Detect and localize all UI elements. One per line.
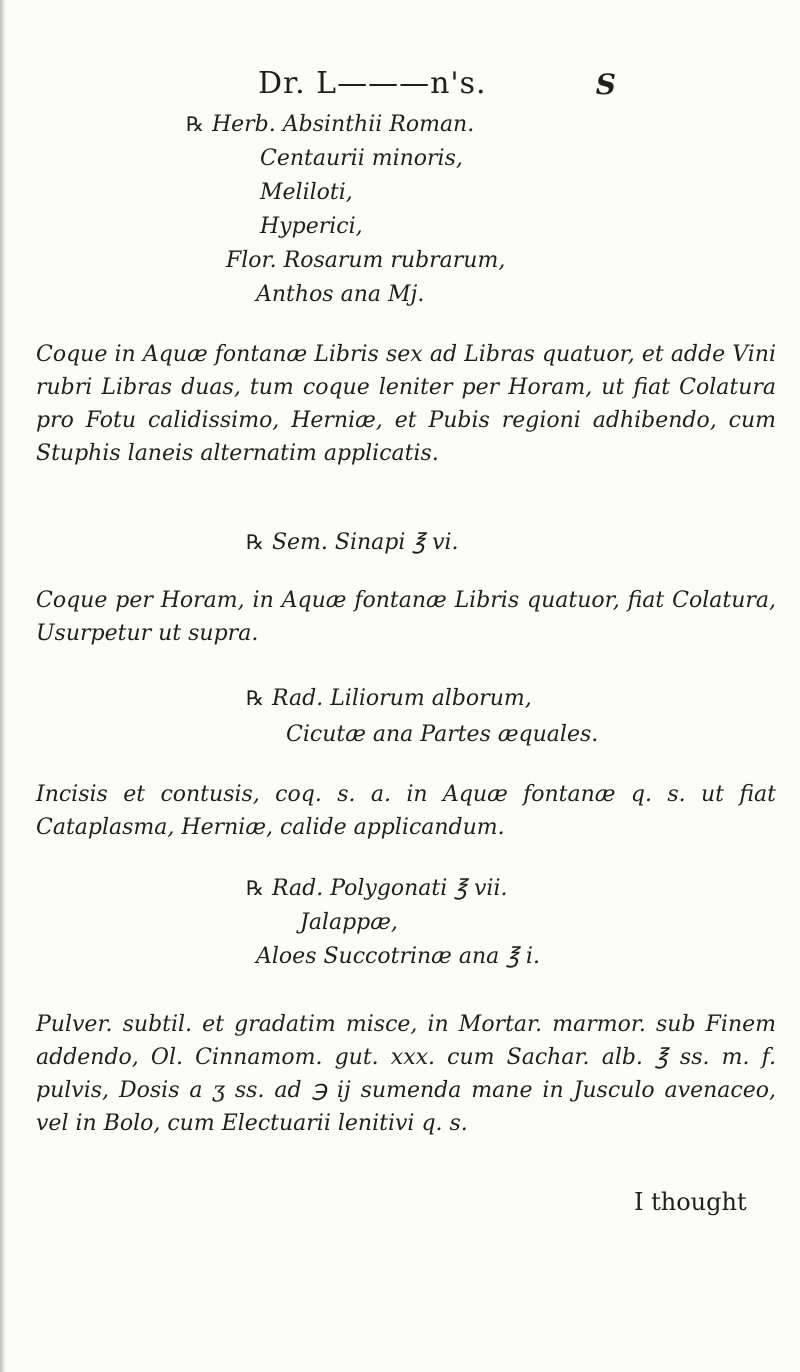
catchword: I thought xyxy=(634,1188,747,1216)
signature-mark: S xyxy=(595,68,616,101)
recipe-1-ingredient-4: Hyperici, xyxy=(260,214,363,239)
recipe-4-ingredient-3: Aloes Succotrinæ ana ℥ i. xyxy=(256,944,540,969)
recipe-symbol: ℞ xyxy=(186,112,204,136)
recipe-1-line-1 xyxy=(186,112,474,137)
recipe-1-ingredient-2: Centaurii minoris, xyxy=(260,146,463,171)
recipe-4-ingredient-1: Rad. Polygonati ℥ vii. xyxy=(271,876,508,901)
recipe-1-ingredient-5: Flor. Rosarum rubrarum, xyxy=(226,248,506,273)
recipe-4-ingredient-2: Jalappæ, xyxy=(300,910,398,935)
instruction-paragraph-1: Coque in Aquæ fontanæ Libris sex ad Libras quatuor, et adde Vini rubri Libras duas, tum coque leniter per Horam, ut fiat Colatura pro Fotu calidissimo, Herniæ, et Pubis regioni adhibendo, cum Stuphis laneis alternatim applicatis. xyxy=(36,342,776,466)
instruction-paragraph-3: Incisis et contusis, coq. s. a. in Aquæ fontanæ q. s. ut fiat Cataplasma, Herniæ, calide applicandum. xyxy=(36,782,776,840)
recipe-symbol: ℞ xyxy=(246,530,264,554)
recipe-2-ingredient: Sem. Sinapi ℥ vi. xyxy=(271,530,459,555)
instruction-paragraph-2: Coque per Horam, in Aquæ fontanæ Libris quatuor, fiat Colatura, Usurpetur ut supra. xyxy=(36,588,776,646)
instruction-paragraph-4: Pulver. subtil. et gradatim misce, in Mortar. marmor. sub Finem addendo, Ol. Cinnamom. gut. xxx. cum Sachar. alb. ℥ ss. m. f. pulvis, Dosis a ʒ ss. ad ℈ ij sumenda mane in Jusculo avenaceo, vel in Bolo, cum Electuarii lenitivi q. s. xyxy=(36,1012,776,1136)
recipe-1-ingredient-6: Anthos ana Mj. xyxy=(256,282,425,307)
page-edge xyxy=(0,0,6,1372)
recipe-symbol: ℞ xyxy=(246,686,264,710)
recipe-symbol: ℞ xyxy=(246,876,264,900)
recipe-1-ingredient-1: Herb. Absinthii Roman. xyxy=(211,112,475,137)
recipe-3-ingredient-1: Rad. Liliorum alborum, xyxy=(271,686,532,711)
recipe-3-line-1 xyxy=(246,686,532,711)
recipe-4-line-1 xyxy=(246,876,508,901)
page-header: Dr. L———n's. xyxy=(258,66,487,101)
recipe-1-ingredient-3: Meliloti, xyxy=(260,180,353,205)
recipe-2-line xyxy=(246,530,459,555)
recipe-3-ingredient-2: Cicutæ ana Partes æquales. xyxy=(286,722,599,747)
